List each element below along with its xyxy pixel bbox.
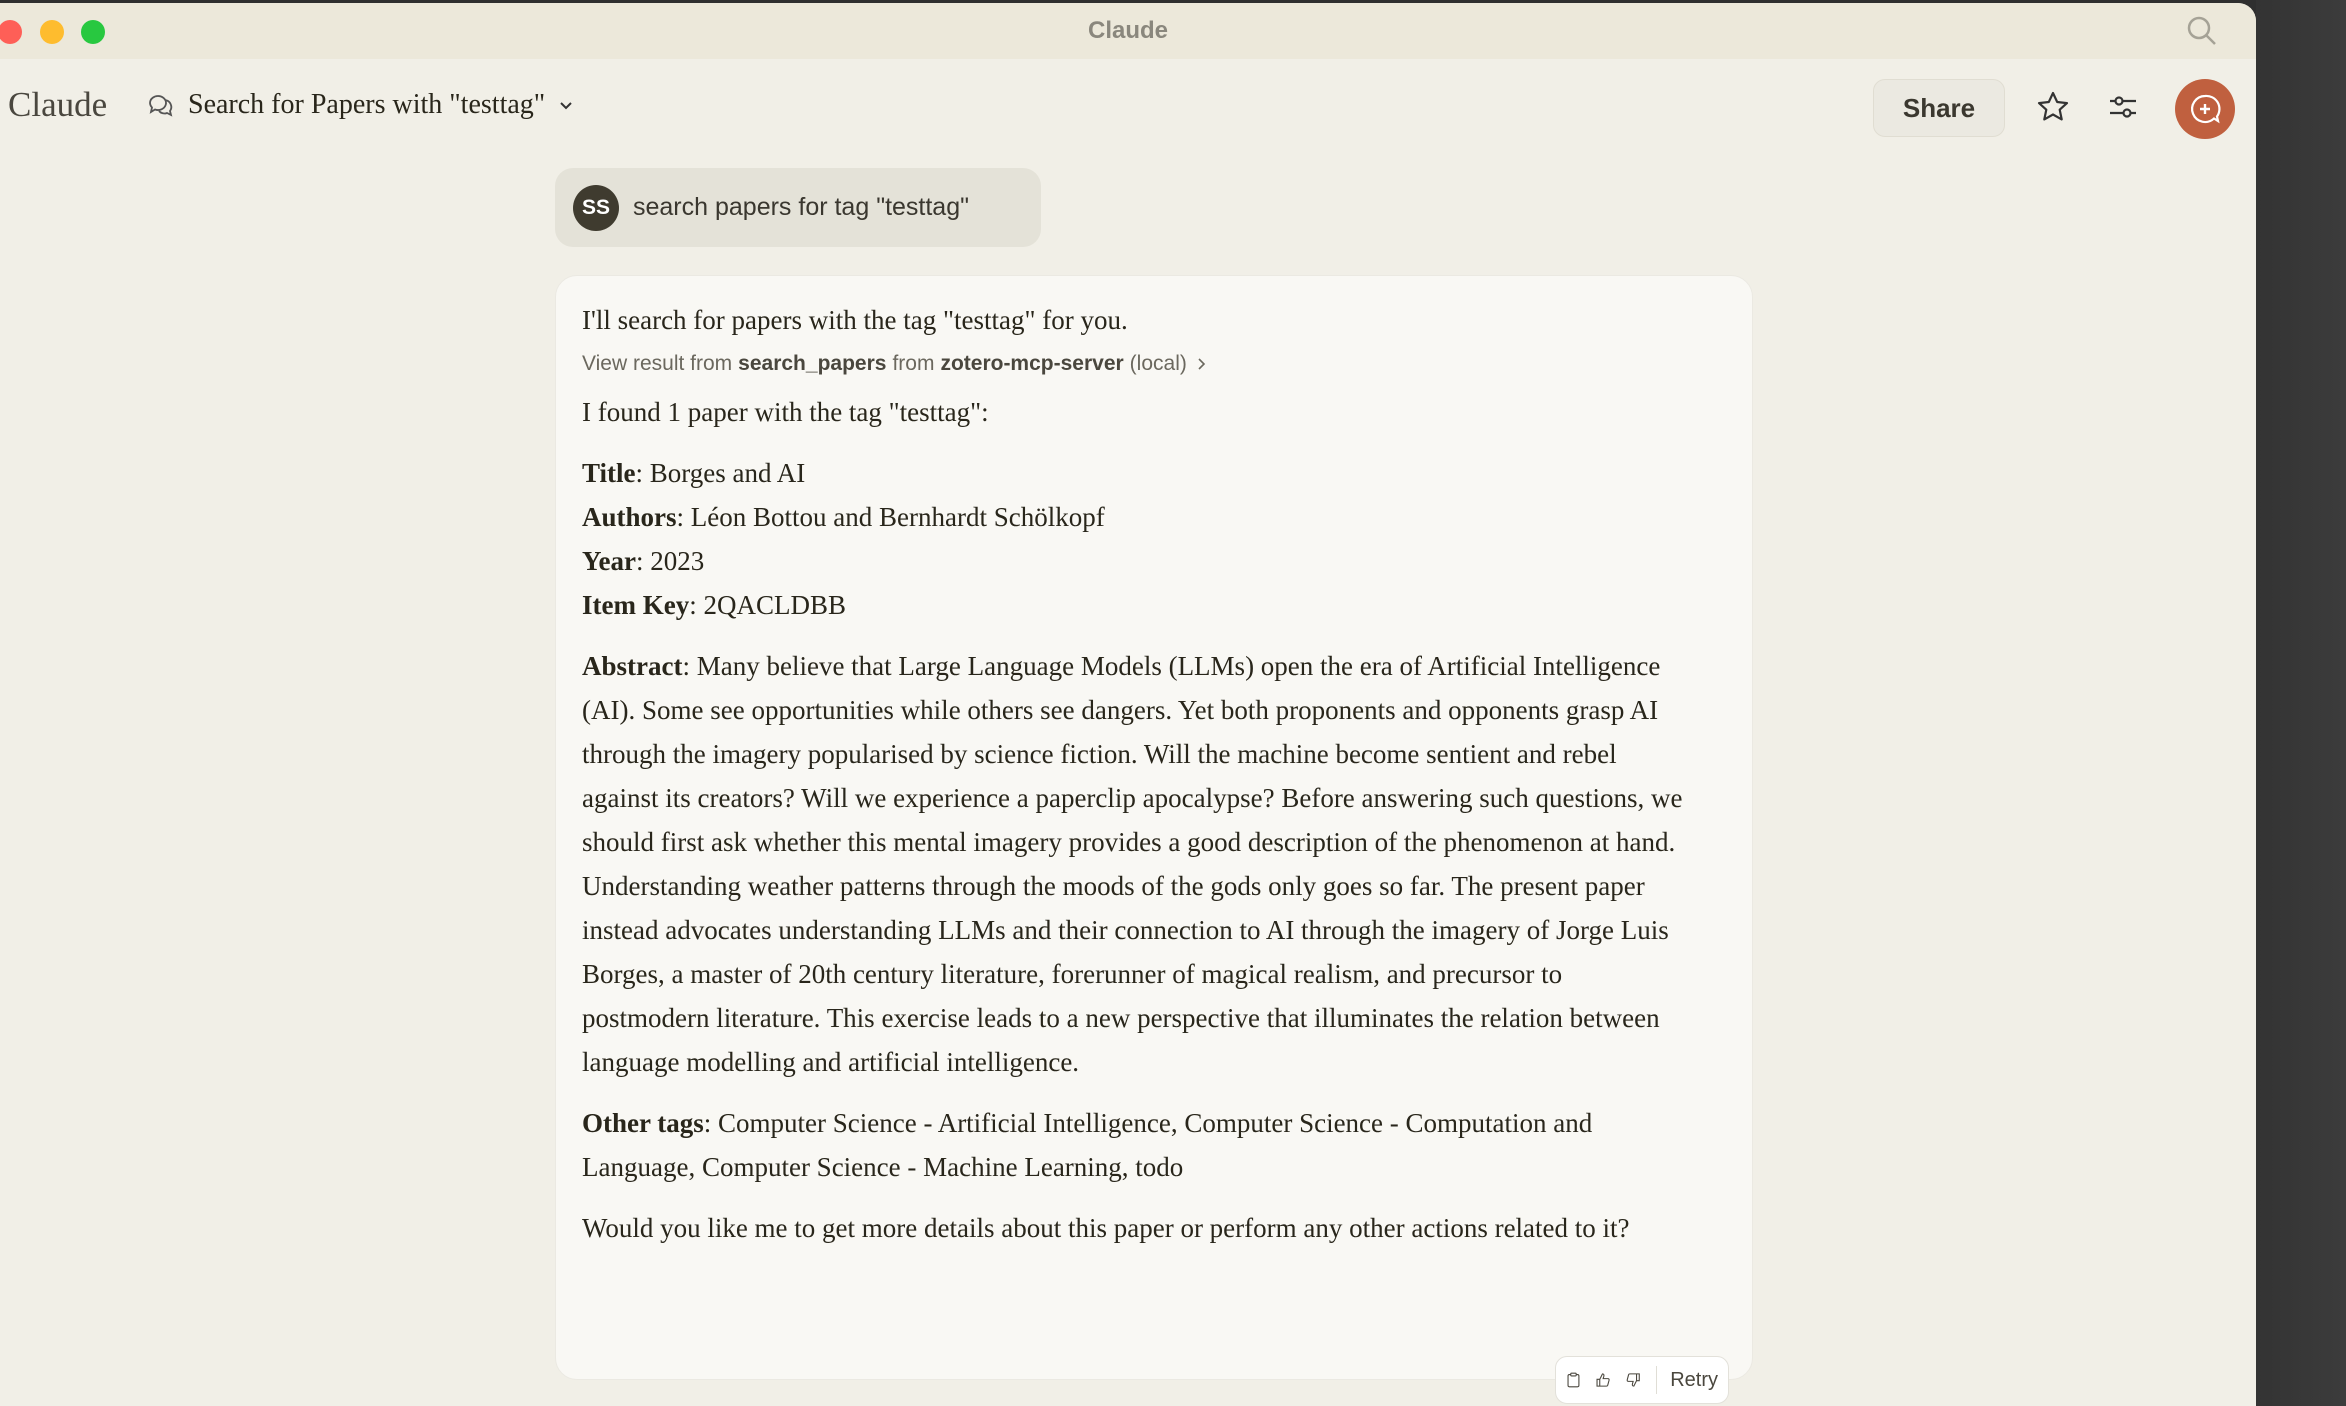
claude-logo[interactable]: Claude bbox=[8, 85, 108, 124]
field-item-key bbox=[582, 583, 1692, 627]
field-value: : 2023 bbox=[635, 546, 705, 576]
abstract-label: Abstract bbox=[582, 651, 683, 681]
search-icon[interactable] bbox=[2186, 15, 2218, 47]
abstract bbox=[582, 644, 1692, 1084]
thumbs-up-icon[interactable] bbox=[1595, 1368, 1611, 1392]
message-actions bbox=[1555, 1356, 1729, 1404]
field-label: Title bbox=[582, 458, 636, 488]
tool-result-link[interactable] bbox=[582, 352, 1726, 376]
copy-icon[interactable] bbox=[1566, 1368, 1581, 1392]
found-summary: I found 1 paper with the tag "testtag": bbox=[582, 397, 989, 427]
sliders-icon[interactable] bbox=[2105, 89, 2141, 125]
user-message-text: search papers for tag "testtag" bbox=[633, 193, 969, 221]
divider bbox=[1656, 1366, 1657, 1394]
tags-label: Other tags bbox=[582, 1108, 704, 1138]
thumbs-down-icon[interactable] bbox=[1625, 1368, 1641, 1392]
desktop-background bbox=[2256, 0, 2346, 1406]
response-intro: I'll search for papers with the tag "testtag" for you. bbox=[582, 305, 1128, 335]
field-value: : Borges and AI bbox=[635, 458, 806, 488]
new-chat-icon bbox=[2188, 92, 2222, 126]
new-chat-button[interactable] bbox=[2175, 79, 2235, 139]
avatar: SS bbox=[573, 185, 619, 231]
tags-text: : Computer Science - Artificial Intelligence, Computer Science - Computation and Language, Computer Science - Machine Learning, todo bbox=[582, 1108, 1593, 1182]
tool-result-from: from bbox=[892, 352, 935, 375]
field-value: : 2QACLDBB bbox=[689, 590, 846, 620]
other-tags bbox=[582, 1101, 1692, 1189]
chevron-right-icon bbox=[1193, 356, 1209, 372]
user-message bbox=[555, 168, 1041, 247]
title-bar bbox=[0, 3, 2256, 59]
retry-button[interactable]: Retry bbox=[1670, 1368, 1718, 1391]
conversation-title-dropdown[interactable] bbox=[146, 89, 575, 121]
window-title: Claude bbox=[1087, 17, 1168, 44]
server-name: zotero-mcp-server bbox=[940, 352, 1124, 375]
field-value: : Léon Bottou and Bernhardt Schölkopf bbox=[676, 502, 1105, 532]
paper-fields bbox=[582, 451, 1726, 627]
field-title bbox=[582, 451, 1692, 495]
assistant-response bbox=[555, 275, 1753, 1380]
tool-name: search_papers bbox=[738, 352, 887, 375]
field-year bbox=[582, 539, 1692, 583]
share-button[interactable]: Share bbox=[1873, 79, 2005, 137]
field-authors bbox=[582, 495, 1692, 539]
tool-result-prefix: View result from bbox=[582, 352, 733, 375]
chat-bubbles-icon bbox=[146, 90, 176, 120]
conversation-title: Search for Papers with "testtag" bbox=[188, 89, 546, 120]
star-icon[interactable] bbox=[2035, 89, 2071, 125]
field-label: Item Key bbox=[582, 590, 690, 620]
abstract-text: : Many believe that Large Language Models (LLMs) open the era of Artificial Intelligence (AI). Some see opportunities while others see dangers. Yet both proponents and opponents grasp AI through the imagery popularised by science fiction. Will the machine become sentient and rebel against its creators? Will we experience a paperclip apocalypse? Before answering such questions, we should first ask whether this mental imagery provides a good description of the phenomenon at hand. Understanding weather patterns through the moods of the gods only goes so far. The present paper instead advocates understanding LLMs and their connection to AI through the imagery of Jorge Luis Borges, a master of 20th century literature, forerunner of magical realism, and precursor to postmodern literature. This exercise leads to a new perspective that illuminates the relation between language modelling and artificial intelligence. bbox=[582, 651, 1683, 1077]
server-location: (local) bbox=[1129, 352, 1187, 375]
closing-question: Would you like me to get more details about this paper or perform any other actions related to it? bbox=[582, 1213, 1630, 1243]
field-label: Year bbox=[582, 546, 636, 576]
field-label: Authors bbox=[582, 502, 677, 532]
chevron-down-icon bbox=[557, 96, 575, 114]
app-window bbox=[0, 3, 2256, 1406]
